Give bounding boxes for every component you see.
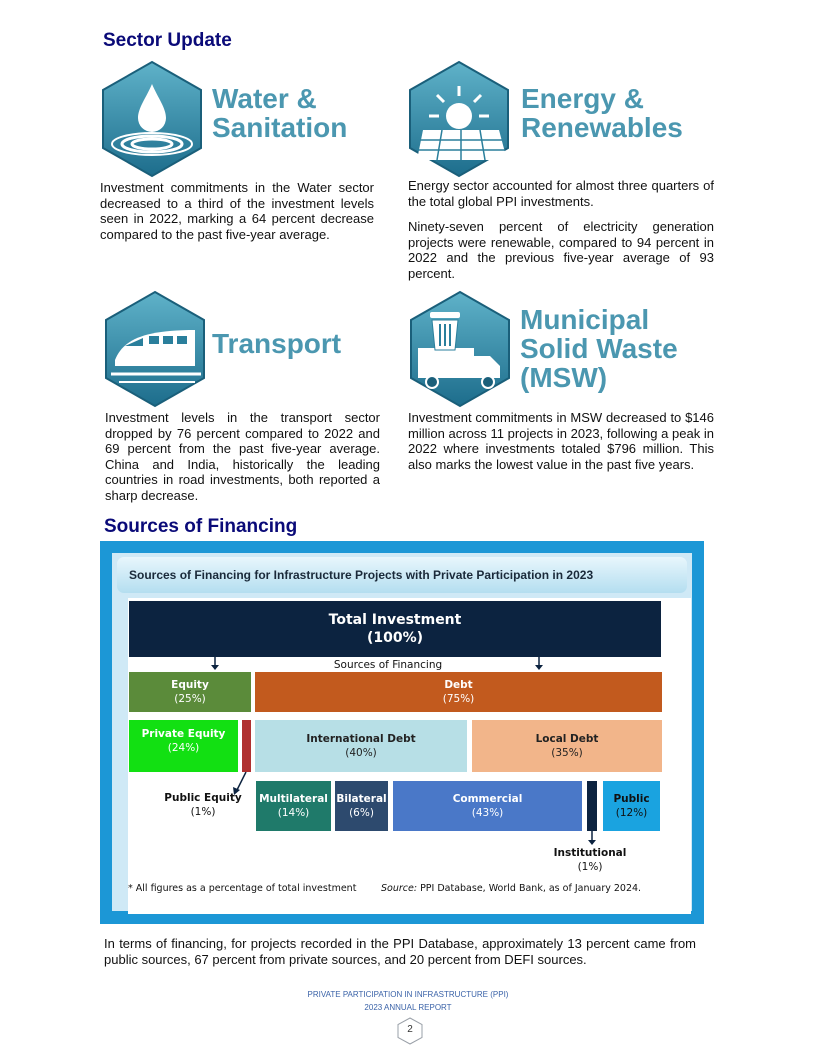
debt-value: (75%) [442,693,475,705]
debt-label: Debt [444,679,473,691]
sources-of-financing-label: Sources of Financing [333,659,443,671]
public-equity-bar [242,720,251,772]
source-text: PPI Database, World Bank, as of January 2024. [417,883,642,894]
public-equity-label-group [148,791,258,819]
bilateral-label: Bilateral [336,793,387,805]
multilateral-value: (14%) [277,807,310,819]
local-debt-label: Local Debt [535,733,599,745]
equity-value: (25%) [174,693,206,705]
figures-note: * All figures as a percentage of total investment [128,883,357,894]
public-box [603,781,660,831]
train-icon [103,290,207,413]
multilateral-label: Multilateral [259,793,328,805]
water-title-line2: Sanitation [212,112,348,143]
footer-report-year: 2023 ANNUAL REPORT [364,1003,452,1012]
page-number-badge [397,1017,423,1050]
debt-box [255,672,662,712]
equity-label: Equity [171,679,209,691]
institutional-arrow [584,831,600,847]
infographic-panel [112,553,692,911]
multilateral-box [256,781,331,831]
public-label: Public [613,793,650,805]
total-investment-value: (100%) [366,630,424,646]
local-debt-box [472,720,662,772]
source-note [381,883,641,894]
total-investment-box [129,601,661,657]
water-sanitation-title [212,84,347,142]
page-number: 2 [407,1024,413,1035]
energy-paragraph-1: Energy sector accounted for almost three quarters of the total global PPI investments. [408,178,714,209]
msw-title-line3: (MSW) [520,362,608,393]
private-equity-value: (24%) [167,742,200,754]
water-drop-icon [100,60,204,183]
bilateral-box [335,781,388,831]
commercial-box [393,781,582,831]
equity-box [129,672,251,712]
institutional-label: Institutional [553,847,627,859]
msw-paragraph: Investment commitments in MSW decreased to $146 million across 11 projects in 2023, following a peak in 2022 where investments totaled $796 million. This also marks the lowest value in the past five years. [408,410,714,472]
msw-title-line2: Solid Waste [520,333,678,364]
international-debt-label: International Debt [306,733,416,745]
msw-title-line1: Municipal [520,304,650,335]
source-label: Source: [381,883,418,894]
commercial-label: Commercial [452,793,523,805]
sector-update-heading: Sector Update [103,30,232,51]
financing-summary-paragraph: In terms of financing, for projects recorded in the PPI Database, approximately 13 percent came from public sources, 67 percent from private sources, and 20 percent from DEFI sources. [104,936,696,967]
international-debt-box [255,720,467,772]
public-equity-label: Public Equity [164,792,242,804]
solar-panel-icon [407,60,511,183]
institutional-label-group [542,846,638,874]
transport-paragraph: Investment levels in the transport sector dropped by 76 percent compared to 2022 and 69 percent from the past five-year average. China and India, historically the leading countries in road investments, both reported a sharp decrease. [105,410,380,503]
footer-report-name: PRIVATE PARTICIPATION IN INFRASTRUCTURE (PPI) [307,990,509,999]
international-debt-value: (40%) [345,747,377,759]
energy-title-line2: Renewables [521,112,683,143]
private-equity-label: Private Equity [141,728,226,740]
sources-of-financing-heading: Sources of Financing [104,516,298,537]
institutional-value: (1%) [577,861,603,873]
public-value: (12%) [615,807,648,819]
energy-paragraph [408,178,714,281]
infographic-title: Sources of Financing for Infrastructure Projects with Private Participation in 2023 [117,557,687,593]
total-investment-label: Total Investment [328,612,462,628]
commercial-value: (43%) [471,807,504,819]
infographic-body [128,598,691,914]
energy-renewables-title [521,84,683,142]
water-title-line1: Water & [212,83,317,114]
transport-title: Transport [212,328,342,359]
msw-title [520,305,678,392]
local-debt-value: (35%) [551,747,583,759]
bilateral-value: (6%) [349,807,374,819]
financing-infographic [100,541,704,924]
institutional-bar [587,781,597,831]
garbage-truck-icon [408,290,512,413]
energy-title-line1: Energy & [521,83,644,114]
public-equity-value: (1%) [190,806,216,818]
water-paragraph: Investment commitments in the Water sector decreased to a third of the investment levels seen in 2022, marking a 64 percent decrease compared to the past five-year average. [100,180,374,242]
energy-paragraph-2: Ninety-seven percent of electricity generation projects were renewable, compared to 94 percent in 2022 and the previous five-year average of 93 percent. [408,219,714,281]
private-equity-box [129,720,238,772]
